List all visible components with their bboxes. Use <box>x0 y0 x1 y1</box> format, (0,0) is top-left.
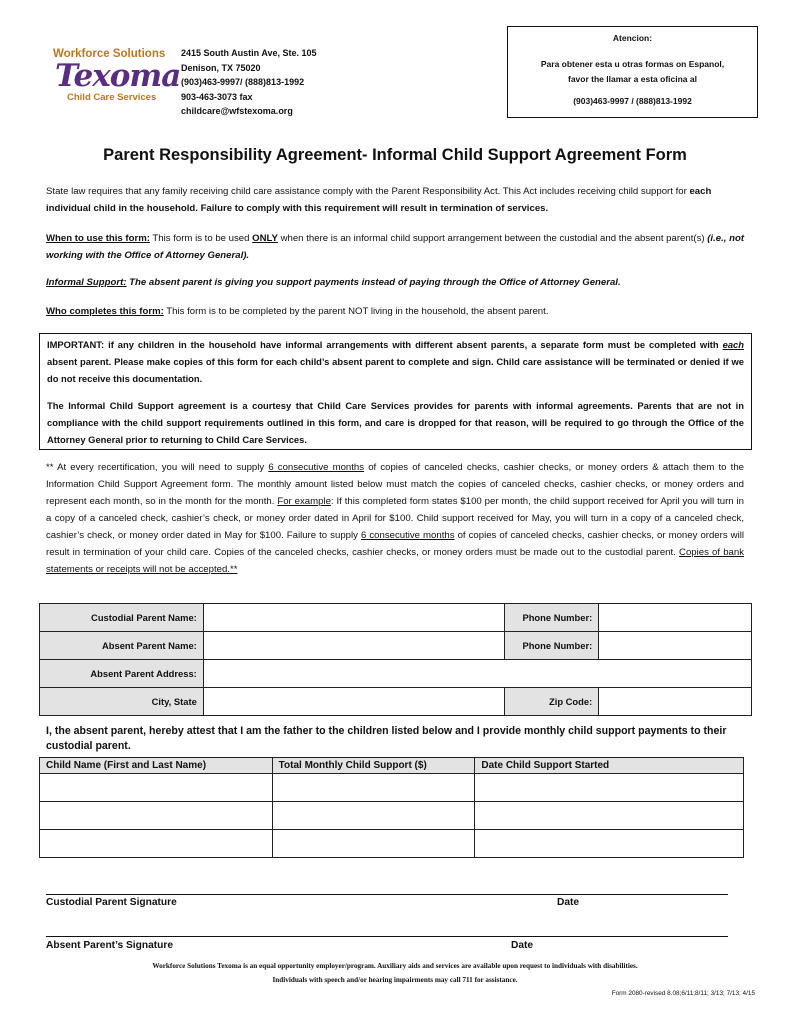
date-started-cell[interactable] <box>475 774 744 802</box>
absent-phone-label: Phone Number: <box>505 632 599 660</box>
note-text: : If this completed form states $100 per month, the child support received for April you will turn in a copy of a canceled check, cashier’s check, or money order dated in April for $100. Child support received for May, you will turn in a copy of a canceled check, cashier’s check, or money order dated in May for $100. Failure to supply <box>46 496 744 541</box>
custodial-phone-field[interactable] <box>599 604 752 632</box>
table-row <box>40 660 752 688</box>
address-line: Denison, TX 75020 <box>181 62 261 73</box>
who-label: Who completes this form: <box>46 306 164 317</box>
informal-label: Informal Support: <box>46 277 127 288</box>
when-text: when there is an informal child support arrangement between the custodial and the absent parent(s) <box>277 233 708 244</box>
address-email: childcare@wfstexoma.org <box>181 106 293 116</box>
when-paragraph <box>46 230 746 264</box>
custodial-date-line[interactable] <box>624 894 728 895</box>
table-row <box>40 774 744 802</box>
custodial-name-label: Custodial Parent Name: <box>40 604 204 632</box>
address-phone: (903)463-9997/ (888)813-1992 <box>181 77 305 87</box>
monthly-support-header: Total Monthly Child Support ($) <box>272 758 475 774</box>
city-state-field[interactable] <box>203 688 505 716</box>
table-row <box>40 830 744 858</box>
monthly-support-cell[interactable] <box>272 830 475 858</box>
atencion-phone: (903)463-9997 / (888)813-1992 <box>573 96 692 106</box>
footer-eeo-statement: Workforce Solutions Texoma is an equal opportunity employer/program. Auxiliary aids and services are available upon request to individuals with disabilities. <box>152 962 638 970</box>
note-text: of copies of canceled checks, cashier checks, or money orders & attach them to the Information Child Support Agreement form. The monthly amount listed below must match the copies of canceled checks, cashier checks, or money orders and represent each month, so in the month for the month. <box>46 462 744 507</box>
city-state-label: City, State <box>40 688 204 716</box>
child-name-cell[interactable] <box>40 830 273 858</box>
custodial-name-field[interactable] <box>203 604 505 632</box>
parent-info-table <box>39 603 752 716</box>
absent-address-label: Absent Parent Address: <box>40 660 204 688</box>
absent-signature-label: Absent Parent’s Signature <box>46 940 173 951</box>
form-title: Parent Responsibility Agreement- Informal Child Support Agreement Form <box>103 146 687 164</box>
custodial-signature-line[interactable] <box>46 894 624 895</box>
custodial-date-label: Date <box>557 897 580 908</box>
table-row <box>40 688 752 716</box>
who-text: This form is to be completed by the parent NOT living in the household, the absent parent. <box>163 306 549 317</box>
who-paragraph <box>46 303 746 320</box>
note-underline: 6 consecutive months <box>360 530 455 541</box>
table-row <box>40 604 752 632</box>
atencion-heading: Atencion: <box>612 33 653 43</box>
absent-signature-line[interactable] <box>46 936 728 937</box>
table-row <box>40 802 744 830</box>
note-underline: For example <box>277 496 331 507</box>
informal-paragraph <box>46 274 746 291</box>
attestation-statement: I, the absent parent, hereby attest that I am the father to the children listed below and I provide monthly child support payments to their custodial parent. <box>46 725 727 752</box>
absent-name-label: Absent Parent Name: <box>40 632 204 660</box>
child-name-cell[interactable] <box>40 802 273 830</box>
atencion-box <box>507 26 758 118</box>
form-revision: Form 2080-revised 8.08;6/11;8/11; 3/13; 7/13; 4/15 <box>611 990 755 997</box>
zip-label: Zip Code: <box>505 688 599 716</box>
important-text: IMPORTANT: if any children in the household have informal arrangements with different absent parents, a separate form must be completed with <box>47 339 723 350</box>
child-name-cell[interactable] <box>40 774 273 802</box>
when-only: ONLY <box>252 233 278 244</box>
footer-accessibility: Individuals with speech and/or hearing impairments may call 711 for assistance. <box>272 976 518 984</box>
note-text: of copies of canceled checks, cashier checks, or money orders will result in termination of your child care. Copies of the canceled checks, cashier checks, or money orders must be made out to the custodial parent. <box>46 530 745 558</box>
courtesy-paragraph: The Informal Child Support agreement is a courtesy that Child Care Services provides for parents with informal agreements. Parents that are not in compliance with the child support requirements outlined in this form, and care is dropped for that reason, will be required to go through the Office of the Attorney General prior to returning to Child Care Services. <box>47 400 744 445</box>
address-fax: 903-463-3073 fax <box>181 91 253 102</box>
note-underline: Copies of bank statements or receipts will not be accepted.** <box>46 547 744 575</box>
when-text: This form is to be used <box>149 233 253 244</box>
informal-text: The absent parent is giving you support payments instead of paying through the Office of Attorney General. <box>126 277 621 288</box>
intro-bold-text: each individual child in the household. Failure to comply with this requirement will result in termination of services. <box>46 186 712 214</box>
when-note: (i.e., not working with the Office of Attorney General). <box>46 233 745 261</box>
when-label: When to use this form: <box>46 233 150 244</box>
zip-field[interactable] <box>599 688 752 716</box>
monthly-support-cell[interactable] <box>272 802 475 830</box>
children-table <box>39 757 744 858</box>
important-text: absent parent. Please make copies of this form for each child’s absent parent to complete and sign. Child care assistance will be terminated or denied if we do not receive this documentation. <box>47 356 744 384</box>
date-started-cell[interactable] <box>475 830 744 858</box>
logo-top-text: Workforce Solutions <box>53 48 166 60</box>
address-line: 2415 South Austin Ave, Ste. 105 <box>181 48 317 58</box>
absent-name-field[interactable] <box>203 632 505 660</box>
intro-paragraph <box>46 183 746 217</box>
important-each: each <box>722 339 744 350</box>
absent-date-label: Date <box>511 940 534 951</box>
important-paragraph <box>47 336 744 387</box>
date-started-header: Date Child Support Started <box>475 758 744 774</box>
important-box <box>39 333 752 450</box>
note-underline: 6 consecutive months <box>268 462 365 473</box>
table-header-row <box>40 758 744 774</box>
atencion-text: favor the llamar a esta oficina al <box>568 74 697 84</box>
absent-address-field[interactable] <box>203 660 751 688</box>
recertification-note <box>46 459 744 578</box>
absent-phone-field[interactable] <box>599 632 752 660</box>
custodial-signature-label: Custodial Parent Signature <box>46 897 177 908</box>
custodial-phone-label: Phone Number: <box>505 604 599 632</box>
workforce-logo <box>53 48 181 114</box>
atencion-text: Para obtener esta u otras formas on Espanol, <box>540 59 725 69</box>
monthly-support-cell[interactable] <box>272 774 475 802</box>
date-started-cell[interactable] <box>475 802 744 830</box>
logo-texoma-text: Texoma <box>55 58 181 94</box>
child-name-header: Child Name (First and Last Name) <box>40 758 273 774</box>
office-address <box>181 46 317 119</box>
intro-text: State law requires that any family receiving child care assistance comply with the Parent Responsibility Act. This Act includes receiving child support for <box>46 186 690 197</box>
logo-bottom-text: Child Care Services <box>67 92 157 103</box>
note-text: ** At every recertification, you will need to supply <box>46 462 269 473</box>
table-row <box>40 632 752 660</box>
